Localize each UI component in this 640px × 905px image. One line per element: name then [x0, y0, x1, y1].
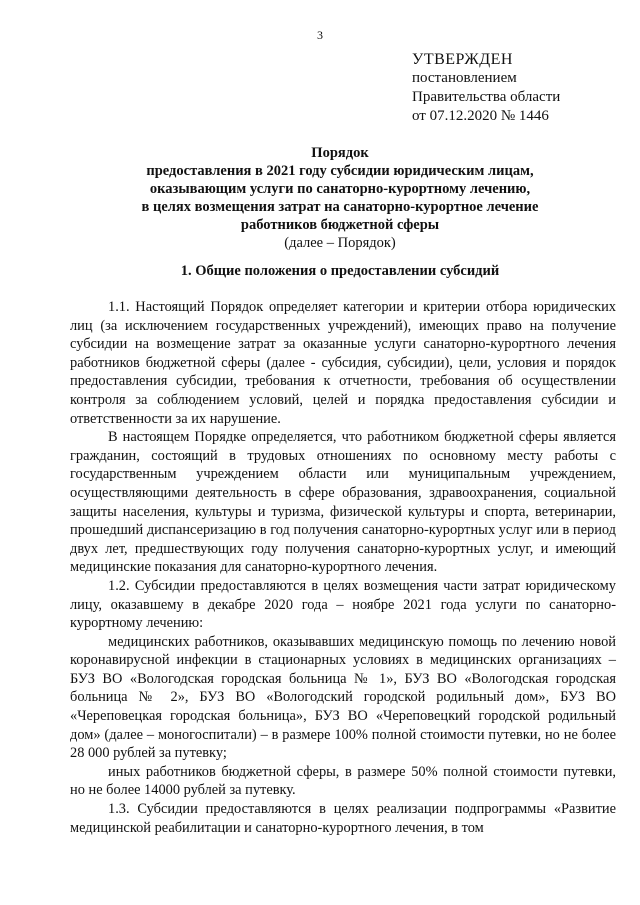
paragraph: 1.3. Субсидии предоставляются в целях реализации подпрограммы «Развитие медицинской реабилитации и санаторно-курортного лечения, в том — [70, 801, 616, 836]
document-title — [60, 144, 620, 252]
section-heading: 1. Общие положения о предоставлении субсидий — [180, 263, 500, 279]
approval-line: постановлением — [412, 70, 517, 86]
page-number: 3 — [317, 28, 323, 42]
paragraph: 1.2. Субсидии предоставляются в целях возмещения части затрат юридическому лицу, оказавшему в декабре 2020 года – ноябре 2021 года услуги по санаторно-курортному лечению: — [70, 577, 616, 632]
approval-title: УТВЕРЖДЕН — [412, 51, 513, 68]
paragraph: иных работников бюджетной сферы, в размере 50% полной стоимости путевки, но не более 14000 рублей за путевку. — [70, 763, 616, 799]
title-line: предоставления в 2021 году субсидии юридическим лицам, — [146, 163, 534, 179]
approval-line: Правительства области — [412, 89, 561, 105]
paragraph: 1.1. Настоящий Порядок определяет категории и критерии отбора юридических лиц (за исключением государственных учреждений), имеющих право на получение субсидии на возмещение затрат за оказанные услуги санаторно-курортного лечения работников бюджетной сферы (далее - субсидия, субсидии), цели, условия и порядок предоставления субсидии, требования к отчетности, требования об осуществлении контроля за соблюдением условий, целей и порядка предоставления субсидии и ответственности за их нарушение. — [70, 299, 616, 427]
title-line: Порядок — [311, 145, 369, 161]
document-body — [70, 298, 616, 837]
title-line: оказывающим услуги по санаторно-курортному лечению, — [149, 181, 531, 197]
approval-line: от 07.12.2020 № 1446 — [412, 108, 549, 124]
approval-block — [412, 50, 632, 126]
paragraph: медицинских работников, оказывавших медицинскую помощь по лечению новой коронавирусной инфекции в стационарных условиях в медицинских организациях – БУЗ ВО «Вологодская городская больница № 1», БУЗ ВО «Вологодская городская больница № 2», БУЗ ВО «Вологодский городской родильный дом», БУЗ ВО «Череповецкая городская больница», БУЗ ВО «Череповецкий городской родильный дом» (далее – моногоспитали) – в размере 100% полной стоимости путевки, но не более 28 000 рублей за путевку; — [70, 633, 616, 762]
paragraph: В настоящем Порядке определяется, что работником бюджетной сферы является гражданин, состоящий в трудовых отношениях по основному месту работы с государственным учреждением области или муниципальным учреждением, осуществляющими деятельность в сфере образования, здравоохранения, социальной защиты населения, культуры и туризма, физической культуры и спорта, ветеринарии, прошедший диспансеризацию в год получения санаторно-курортных услуг или в период двух лет, предшествующих году получения санаторно-курортных услуг, и имеющий медицинские показания для санаторно-курортного лечения. — [70, 429, 616, 576]
title-note: (далее – Порядок) — [284, 235, 396, 251]
title-line: работников бюджетной сферы — [240, 217, 440, 233]
title-line: в целях возмещения затрат на санаторно-курортное лечение — [141, 199, 539, 215]
